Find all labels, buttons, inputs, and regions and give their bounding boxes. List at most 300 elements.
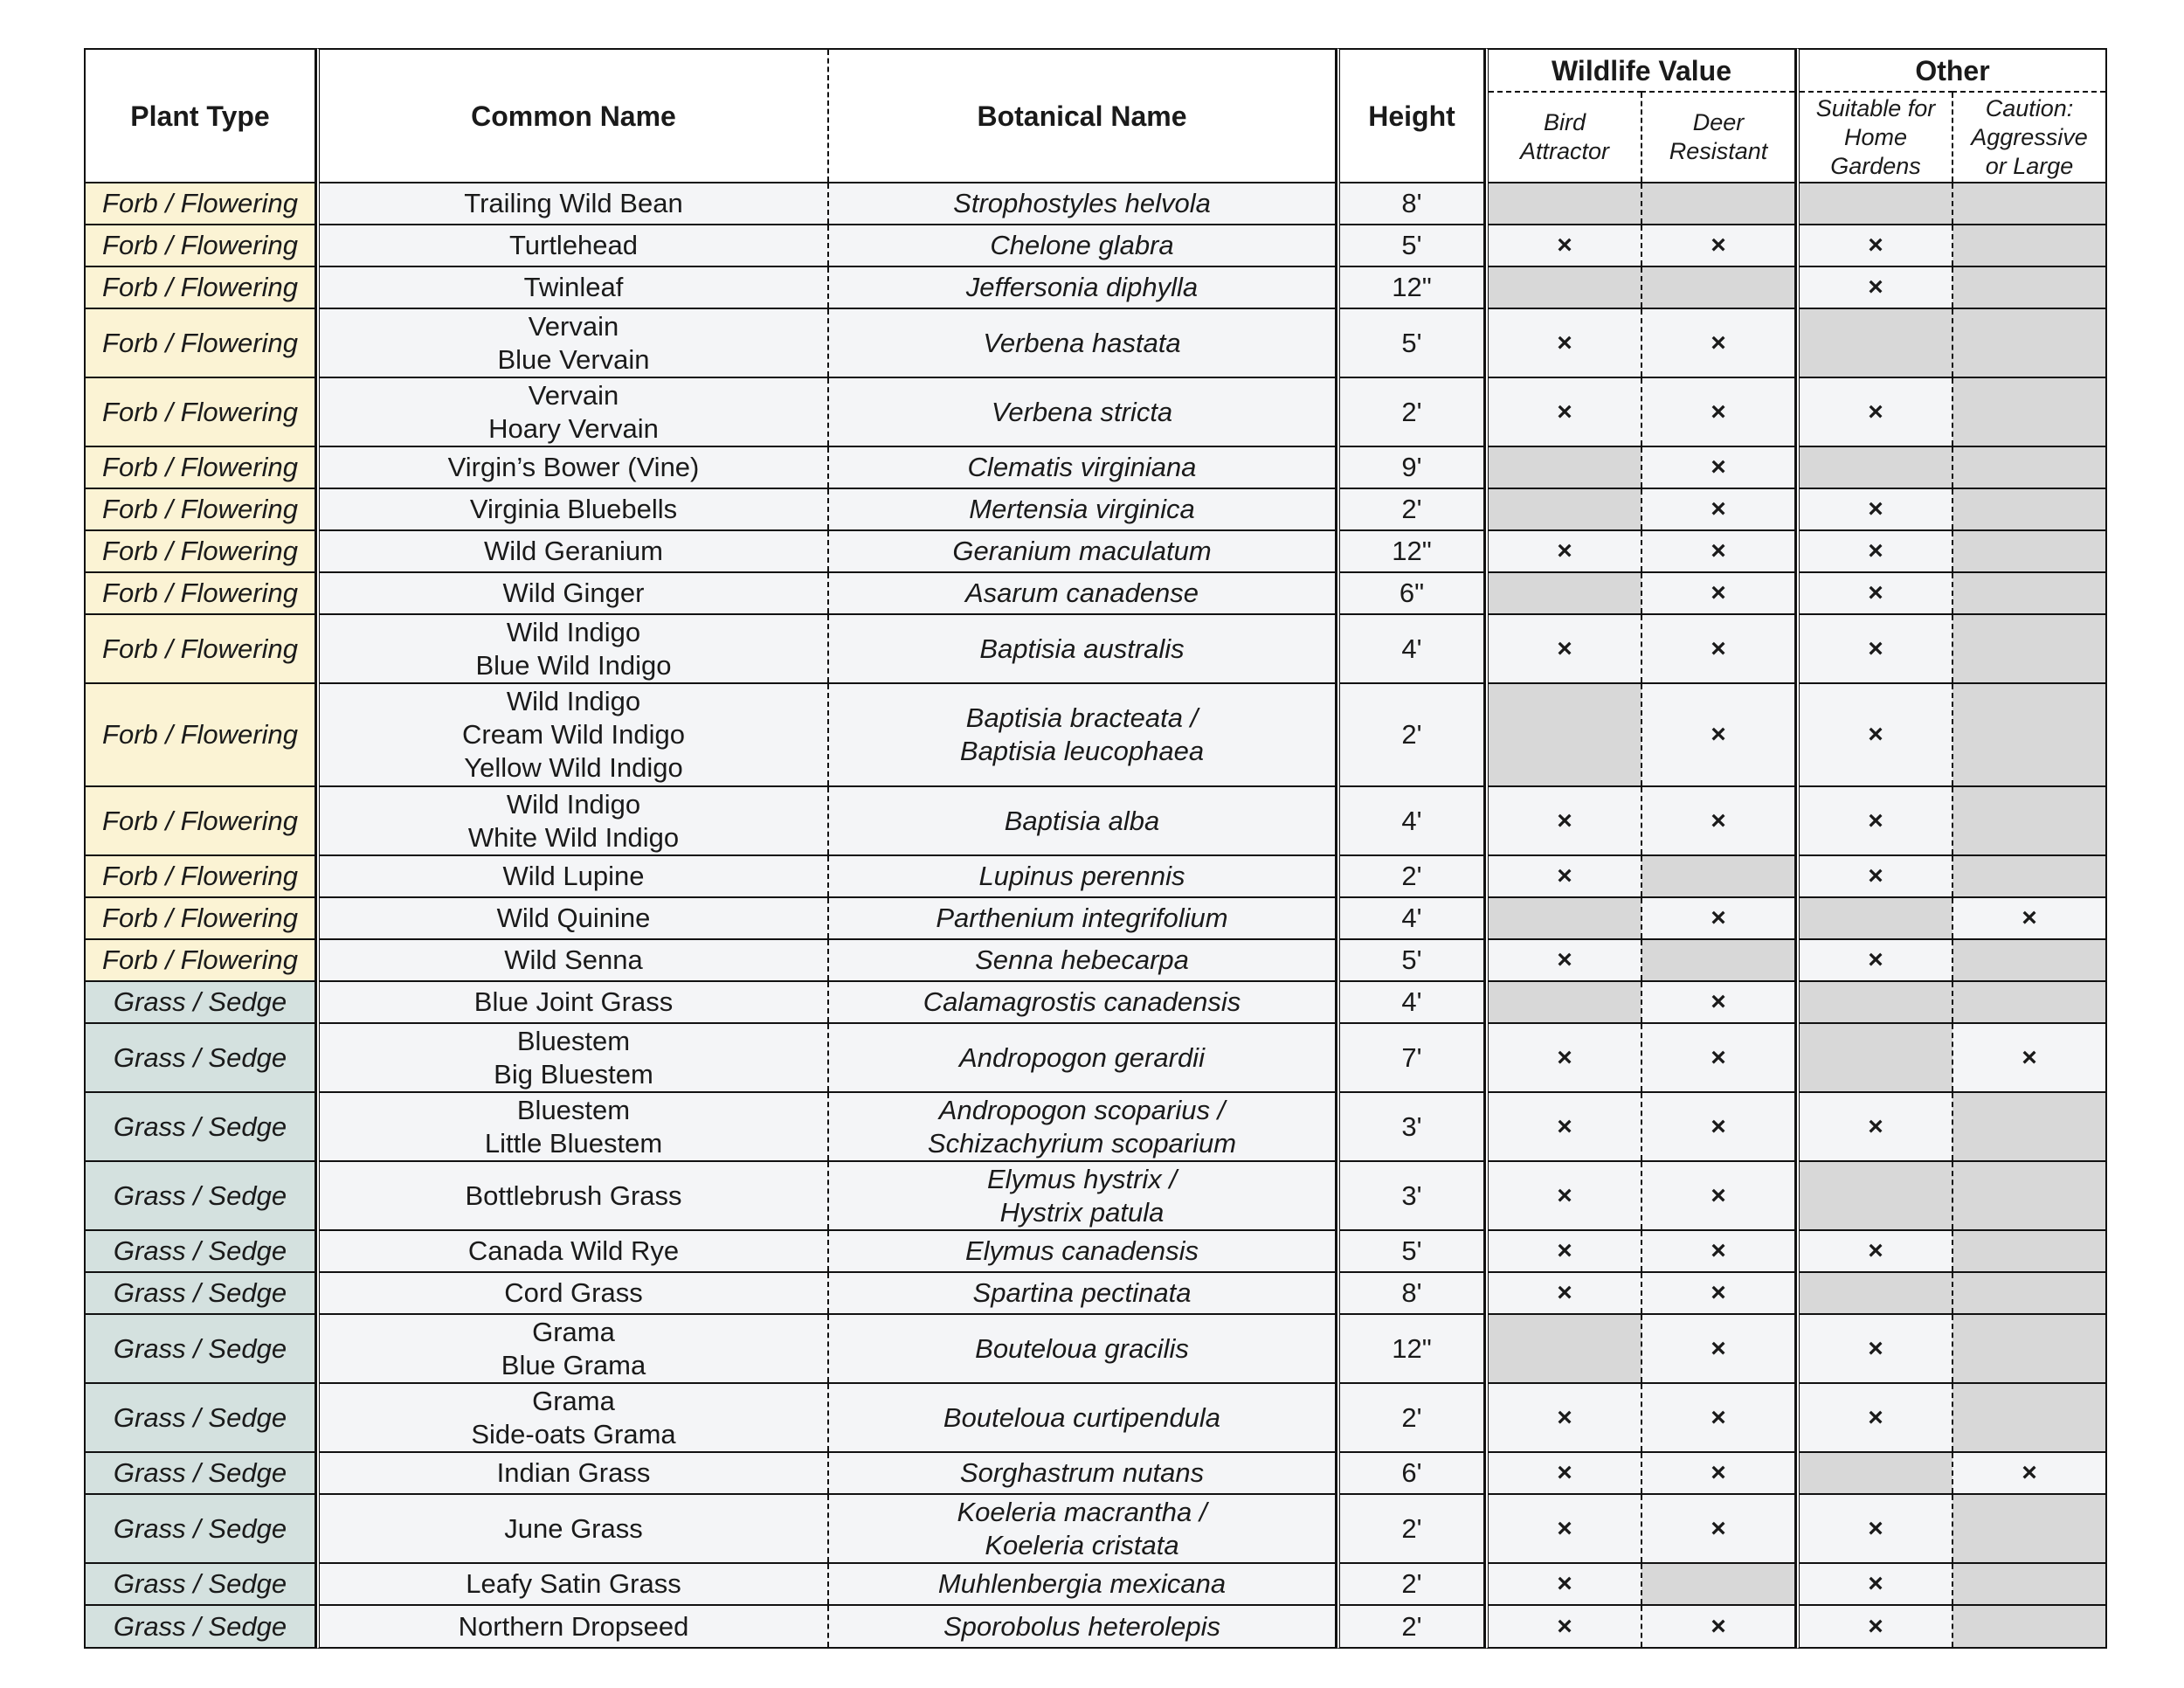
table-row [1800, 1605, 2105, 1647]
common-name-line: Wild Geranium [484, 536, 663, 566]
common-name-line: Indian Grass [496, 1457, 651, 1488]
deer-resistant-cell [1641, 266, 1794, 308]
table-row [320, 1092, 1335, 1161]
table-row [86, 683, 314, 786]
table-row [1800, 488, 2105, 530]
table-row [320, 897, 1335, 939]
common-name-cell [320, 786, 828, 855]
table-row [86, 1605, 314, 1647]
caution-cell [1952, 488, 2105, 530]
common-name-line: Grama [532, 1385, 615, 1416]
table-row [1489, 308, 1794, 377]
bird-attractor-cell: × [1489, 530, 1641, 572]
height-cell: 5' [1340, 225, 1483, 266]
table-row [1800, 1230, 2105, 1272]
height-cell: 12" [1340, 1314, 1483, 1383]
botanical-name-line: Mertensia virginica [969, 494, 1195, 524]
table-row [1800, 225, 2105, 266]
table-row [1489, 981, 1794, 1023]
plant-type-cell: Forb / Flowering [86, 488, 314, 530]
bird-attractor-cell: × [1489, 377, 1641, 446]
height-cell: 6' [1340, 1452, 1483, 1494]
botanical-name-line: Asarum canadense [964, 578, 1199, 608]
botanical-name-line: Elymus canadensis [964, 1235, 1199, 1266]
table-row [1489, 1383, 1794, 1452]
table-row [320, 1494, 1335, 1563]
table-row [1800, 614, 2105, 683]
table-row [86, 572, 314, 614]
common-name-line: Yellow Wild Indigo [464, 752, 683, 783]
table-row [1489, 1452, 1794, 1494]
bird-attractor-cell: × [1489, 1272, 1641, 1314]
common-name-cell [320, 1023, 828, 1092]
bird-attractor-cell: × [1489, 786, 1641, 855]
table-row [86, 614, 314, 683]
table-row [1340, 981, 1483, 1023]
common-name-header: Common Name [320, 50, 828, 183]
table-row [1489, 377, 1794, 446]
table-row [1340, 1314, 1483, 1383]
table-row [86, 377, 314, 446]
plant-type-cell: Grass / Sedge [86, 1494, 314, 1563]
table-row [1489, 1092, 1794, 1161]
caution-cell [1952, 1272, 2105, 1314]
common-name-line: Wild Lupine [502, 861, 645, 891]
caution-cell [1952, 572, 2105, 614]
caution-cell [1952, 530, 2105, 572]
caution-cell [1952, 683, 2105, 786]
deer-resistant-cell: × [1641, 786, 1794, 855]
botanical-name-line: Spartina pectinata [972, 1277, 1192, 1308]
table-row [1800, 683, 2105, 786]
deer-resistant-cell: × [1641, 308, 1794, 377]
table-row [320, 1272, 1335, 1314]
common-name-cell [320, 225, 828, 266]
caution-header: Caution: Aggressive or Large [1952, 92, 2105, 183]
plant-type-cell: Forb / Flowering [86, 683, 314, 786]
botanical-name-cell [828, 1383, 1335, 1452]
botanical-name-cell [828, 1452, 1335, 1494]
table-row [320, 225, 1335, 266]
home-gardens-cell: × [1800, 855, 1952, 897]
plant-type-table [86, 50, 314, 1647]
other-table [1800, 50, 2105, 1647]
height-cell: 4' [1340, 614, 1483, 683]
caution-cell [1952, 377, 2105, 446]
table-row [1800, 897, 2105, 939]
table-row [1800, 530, 2105, 572]
common-name-cell [320, 1272, 828, 1314]
botanical-name-line: Verbena hastata [983, 327, 1181, 358]
height-cell: 3' [1340, 1161, 1483, 1230]
home-gardens-cell: × [1800, 1092, 1952, 1161]
table-row [86, 1563, 314, 1605]
common-name-line: Northern Dropseed [458, 1610, 689, 1642]
table-row [1340, 1605, 1483, 1647]
common-name-line: Bluestem [516, 1025, 631, 1056]
deer-resistant-cell [1641, 183, 1794, 225]
caution-cell [1952, 183, 2105, 225]
table-row [1800, 1314, 2105, 1383]
deer-resistant-cell: × [1641, 1023, 1794, 1092]
common-name-line: Leafy Satin Grass [466, 1568, 681, 1599]
botanical-name-cell [828, 377, 1335, 446]
botanical-name-line: Baptisia alba [1004, 805, 1160, 836]
deer-resistant-cell: × [1641, 1452, 1794, 1494]
common-name-cell [320, 683, 828, 786]
table-row [1800, 1383, 2105, 1452]
table-row [86, 530, 314, 572]
table-row [1340, 1230, 1483, 1272]
table-row [320, 939, 1335, 981]
common-name-cell [320, 530, 828, 572]
common-name-cell [320, 488, 828, 530]
table-row [86, 1161, 314, 1230]
height-cell: 2' [1340, 683, 1483, 786]
botanical-name-cell [828, 1494, 1335, 1563]
table-row [320, 683, 1335, 786]
bird-attractor-cell [1489, 266, 1641, 308]
plant-type-cell: Grass / Sedge [86, 1092, 314, 1161]
caution-cell [1952, 308, 2105, 377]
botanical-name-cell [828, 1023, 1335, 1092]
table-row [1800, 1161, 2105, 1230]
deer-resistant-cell: × [1641, 683, 1794, 786]
table-row [1489, 786, 1794, 855]
botanical-name-cell [828, 786, 1335, 855]
table-row [320, 786, 1335, 855]
bird-attractor-cell: × [1489, 614, 1641, 683]
bird-attractor-cell [1489, 1314, 1641, 1383]
table-row [1489, 1230, 1794, 1272]
botanical-name-cell [828, 1230, 1335, 1272]
deer-resistant-cell: × [1641, 1383, 1794, 1452]
common-name-cell [320, 897, 828, 939]
height-cell: 5' [1340, 1230, 1483, 1272]
common-name-line: Virginia Bluebells [469, 494, 678, 524]
table-row [86, 266, 314, 308]
deer-resistant-cell [1641, 1563, 1794, 1605]
bird-attractor-cell [1489, 183, 1641, 225]
deer-resistant-cell: × [1641, 1161, 1794, 1230]
height-table [1340, 50, 1483, 1647]
home-gardens-cell: × [1800, 1563, 1952, 1605]
table-row [1489, 488, 1794, 530]
table-row [320, 377, 1335, 446]
bird-attractor-cell: × [1489, 1230, 1641, 1272]
height-cell: 9' [1340, 446, 1483, 488]
deer-resistant-cell: × [1641, 1092, 1794, 1161]
plant-type-cell: Grass / Sedge [86, 1230, 314, 1272]
botanical-name-cell [828, 1092, 1335, 1161]
deer-resistant-cell: × [1641, 1230, 1794, 1272]
plant-type-cell: Forb / Flowering [86, 614, 314, 683]
table-row [86, 939, 314, 981]
caution-cell: × [1952, 1452, 2105, 1494]
bird-attractor-header: Bird Attractor [1489, 92, 1641, 183]
table-row [86, 183, 314, 225]
table-row [320, 1230, 1335, 1272]
table-row [1340, 683, 1483, 786]
common-name-cell [320, 1092, 828, 1161]
caution-cell [1952, 225, 2105, 266]
caution-cell: × [1952, 1023, 2105, 1092]
botanical-name-line: Geranium maculatum [952, 536, 1212, 566]
botanical-name-line: Bouteloua curtipendula [943, 1401, 1221, 1433]
common-name-cell [320, 446, 828, 488]
home-gardens-cell: × [1800, 225, 1952, 266]
table-row [1489, 530, 1794, 572]
table-row [86, 488, 314, 530]
table-row [320, 488, 1335, 530]
botanical-name-line: Sporobolus heterolepis [943, 1610, 1221, 1642]
table-row [1340, 1023, 1483, 1092]
table-row [86, 1494, 314, 1563]
height-cell: 6" [1340, 572, 1483, 614]
table-row [320, 1605, 1335, 1647]
home-gardens-cell [1800, 1023, 1952, 1092]
botanical-name-line: Calamagrostis canadensis [923, 986, 1241, 1017]
botanical-name-line: Baptisia bracteata / [965, 702, 1199, 733]
botanical-name-line: Lupinus perennis [978, 861, 1185, 891]
deer-resistant-cell: × [1641, 614, 1794, 683]
table-row [1489, 572, 1794, 614]
plant-type-cell: Grass / Sedge [86, 1452, 314, 1494]
botanical-name-line: Schizachyrium scoparium [927, 1127, 1237, 1159]
botanical-name-line: Andropogon scoparius / [938, 1094, 1226, 1125]
bird-attractor-cell [1489, 897, 1641, 939]
table-row [1489, 1272, 1794, 1314]
table-row [1800, 981, 2105, 1023]
table-row [1800, 1494, 2105, 1563]
botanical-name-line: Clematis virginiana [967, 452, 1197, 482]
common-name-line: Canada Wild Rye [467, 1235, 680, 1266]
home-gardens-cell: × [1800, 1494, 1952, 1563]
common-name-line: Cord Grass [504, 1277, 643, 1308]
table-row [1340, 225, 1483, 266]
common-name-cell [320, 1383, 828, 1452]
botanical-name-cell [828, 446, 1335, 488]
botanical-name-line: Koeleria macrantha / [957, 1496, 1207, 1527]
table-row [1800, 308, 2105, 377]
botanical-name-cell [828, 614, 1335, 683]
height-cell: 4' [1340, 786, 1483, 855]
botanical-name-line: Andropogon gerardii [959, 1041, 1205, 1073]
common-name-line: Wild Quinine [496, 903, 651, 933]
common-name-line: Bottlebrush Grass [465, 1180, 682, 1211]
table-row [320, 1161, 1335, 1230]
table-row [1340, 183, 1483, 225]
common-name-line: Big Bluestem [494, 1058, 653, 1090]
plant-type-cell: Grass / Sedge [86, 1605, 314, 1647]
botanical-name-cell [828, 1563, 1335, 1605]
home-gardens-cell: × [1800, 377, 1952, 446]
common-name-cell [320, 1314, 828, 1383]
height-cell: 2' [1340, 1563, 1483, 1605]
table-row [1800, 786, 2105, 855]
table-row [1340, 855, 1483, 897]
table-row [320, 614, 1335, 683]
common-name-cell [320, 1452, 828, 1494]
table-row [1800, 377, 2105, 446]
caution-cell [1952, 1161, 2105, 1230]
deer-resistant-cell: × [1641, 981, 1794, 1023]
table-row [1800, 855, 2105, 897]
botanical-name-cell [828, 488, 1335, 530]
table-row [1340, 266, 1483, 308]
plant-type-column [84, 48, 316, 1649]
botanical-name-cell [828, 981, 1335, 1023]
table-row [86, 225, 314, 266]
height-cell: 5' [1340, 308, 1483, 377]
home-gardens-cell [1800, 897, 1952, 939]
other-columns [1796, 48, 2107, 1649]
deer-resistant-cell: × [1641, 572, 1794, 614]
botanical-name-line: Verbena stricta [991, 396, 1173, 427]
deer-resistant-cell: × [1641, 1272, 1794, 1314]
deer-resistant-cell: × [1641, 446, 1794, 488]
botanical-name-cell [828, 572, 1335, 614]
wildlife-value-columns [1485, 48, 1796, 1649]
bird-attractor-cell [1489, 981, 1641, 1023]
names-columns [316, 48, 1337, 1649]
table-row [1340, 939, 1483, 981]
botanical-name-cell [828, 1272, 1335, 1314]
plant-type-cell: Forb / Flowering [86, 266, 314, 308]
bird-attractor-cell [1489, 572, 1641, 614]
table-row [1340, 786, 1483, 855]
caution-cell [1952, 939, 2105, 981]
botanical-name-line: Senna hebecarpa [975, 944, 1189, 975]
common-name-cell [320, 1230, 828, 1272]
table-row [1800, 1452, 2105, 1494]
table-row [86, 786, 314, 855]
table-row [1340, 377, 1483, 446]
height-header: Height [1340, 50, 1483, 183]
home-gardens-cell [1800, 308, 1952, 377]
table-row [1340, 1494, 1483, 1563]
table-row [1340, 1383, 1483, 1452]
caution-cell [1952, 1563, 2105, 1605]
table-row [1489, 183, 1794, 225]
table-row [86, 1314, 314, 1383]
plant-type-cell: Forb / Flowering [86, 183, 314, 225]
common-name-cell [320, 1161, 828, 1230]
common-name-cell [320, 377, 828, 446]
common-name-line: Wild Indigo [506, 686, 641, 716]
common-name-line: Blue Vervain [497, 343, 650, 375]
table-row [320, 308, 1335, 377]
height-cell: 8' [1340, 183, 1483, 225]
table-row [1340, 1563, 1483, 1605]
deer-resistant-cell: × [1641, 1605, 1794, 1647]
common-name-cell [320, 939, 828, 981]
names-table [320, 50, 1335, 1647]
table-row [1489, 939, 1794, 981]
botanical-name-cell [828, 1314, 1335, 1383]
common-name-line: Wild Ginger [502, 578, 645, 608]
table-row [320, 446, 1335, 488]
home-gardens-cell: × [1800, 939, 1952, 981]
home-gardens-cell: × [1800, 1605, 1952, 1647]
height-column [1337, 48, 1485, 1649]
table-row [1489, 446, 1794, 488]
caution-cell [1952, 855, 2105, 897]
height-cell: 2' [1340, 1605, 1483, 1647]
deer-resistant-cell: × [1641, 1314, 1794, 1383]
home-gardens-cell [1800, 1161, 1952, 1230]
common-name-line: White Wild Indigo [467, 821, 680, 853]
common-name-line: Twinleaf [523, 272, 624, 302]
table-row [1800, 446, 2105, 488]
height-cell: 4' [1340, 981, 1483, 1023]
table-row [320, 855, 1335, 897]
table-row [86, 446, 314, 488]
table-row [1489, 1605, 1794, 1647]
table-row [1340, 488, 1483, 530]
common-name-line: Side-oats Grama [471, 1418, 676, 1449]
common-name-line: Trailing Wild Bean [464, 188, 683, 218]
deer-resistant-cell: × [1641, 377, 1794, 446]
botanical-name-cell [828, 897, 1335, 939]
table-row [1800, 183, 2105, 225]
caution-cell [1952, 1494, 2105, 1563]
bird-attractor-cell: × [1489, 1023, 1641, 1092]
table-row [86, 1383, 314, 1452]
botanical-name-cell [828, 855, 1335, 897]
bird-attractor-cell [1489, 683, 1641, 786]
common-name-line: Blue Grama [501, 1349, 646, 1380]
botanical-name-cell [828, 266, 1335, 308]
common-name-cell [320, 1494, 828, 1563]
table-row [86, 308, 314, 377]
table-row [86, 897, 314, 939]
plant-type-cell: Forb / Flowering [86, 446, 314, 488]
bird-attractor-cell: × [1489, 308, 1641, 377]
botanical-name-line: Jeffersonia diphylla [965, 272, 1199, 302]
table-row [320, 981, 1335, 1023]
height-cell: 5' [1340, 939, 1483, 981]
bird-attractor-cell [1489, 488, 1641, 530]
botanical-name-line: Strophostyles helvola [953, 188, 1211, 218]
deer-resistant-cell [1641, 855, 1794, 897]
caution-cell [1952, 981, 2105, 1023]
height-cell: 2' [1340, 855, 1483, 897]
common-name-cell [320, 266, 828, 308]
table-row [1800, 939, 2105, 981]
common-name-cell [320, 308, 828, 377]
plant-type-cell: Grass / Sedge [86, 1314, 314, 1383]
home-gardens-cell: × [1800, 683, 1952, 786]
height-cell: 12" [1340, 530, 1483, 572]
bird-attractor-cell [1489, 446, 1641, 488]
deer-resistant-header: Deer Resistant [1641, 92, 1794, 183]
table-row [86, 981, 314, 1023]
botanical-name-line: Hystrix patula [999, 1196, 1165, 1228]
height-cell: 8' [1340, 1272, 1483, 1314]
home-gardens-cell [1800, 1452, 1952, 1494]
wildlife-value-header: Wildlife Value [1489, 50, 1794, 92]
caution-cell [1952, 1230, 2105, 1272]
home-gardens-cell: × [1800, 1314, 1952, 1383]
deer-resistant-cell: × [1641, 1494, 1794, 1563]
botanical-name-line: Baptisia leucophaea [959, 736, 1205, 766]
table-row [320, 266, 1335, 308]
plant-type-cell: Grass / Sedge [86, 1161, 314, 1230]
botanical-name-cell [828, 683, 1335, 786]
botanical-name-cell [828, 1161, 1335, 1230]
caution-cell [1952, 1605, 2105, 1647]
